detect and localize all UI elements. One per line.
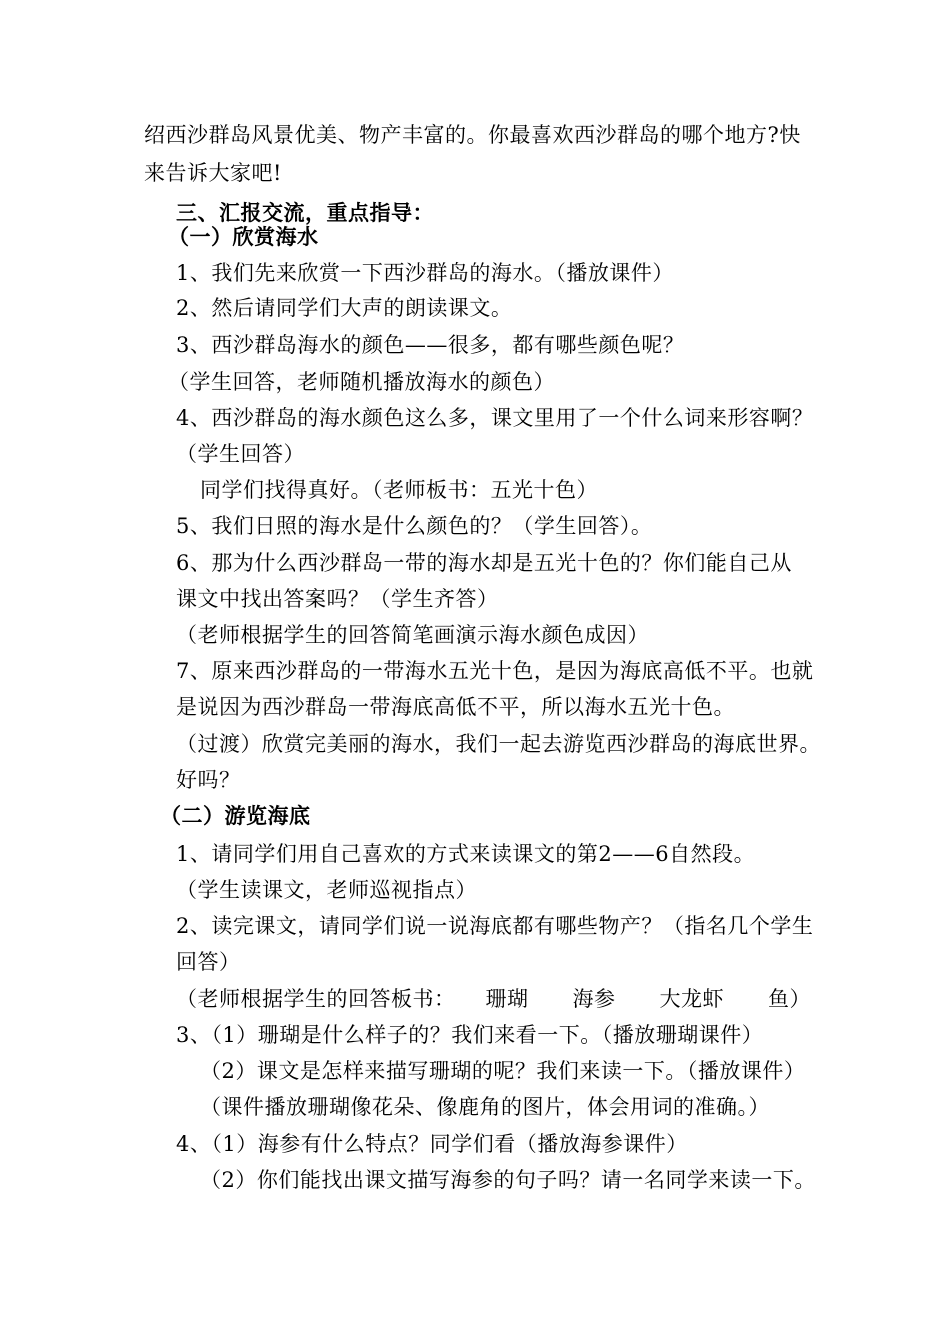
board-notes-line (176, 984, 811, 1014)
paragraph-line: （2）你们能找出课文描写海参的句子吗？请一名同学来读一下。 (200, 1168, 816, 1192)
paragraph-line: （学生读课文，老师巡视指点） (176, 878, 477, 902)
paragraph-line: 6、那为什么西沙群岛一带的海水却是五光十色的？你们能自己从 (176, 551, 792, 575)
paragraph-line: 2、读完课文，请同学们说一说海底都有哪些物产？（指名几个学生 (176, 914, 814, 938)
paragraph-line: 绍西沙群岛风景优美、物产丰富的。你最喜欢西沙群岛的哪个地方?快 (144, 123, 801, 147)
paragraph-line: （过渡）欣赏完美丽的海水，我们一起去游览西沙群岛的海底世界。 (176, 732, 821, 756)
paragraph-line: 课文中找出答案吗？（学生齐答） (176, 587, 499, 611)
paragraph-line: 7、原来西沙群岛的一带海水五光十色，是因为海底高低不平。也就 (176, 659, 814, 683)
subsection-heading: （二）游览海底 (160, 803, 311, 828)
board-notes-label: （老师根据学生的回答板书： (176, 987, 456, 1011)
paragraph-line: 4、（1）海参有什么特点？同学们看（播放海参课件） (176, 1132, 688, 1156)
board-item: 大龙虾 (659, 987, 724, 1011)
paragraph-line: 回答） (176, 950, 241, 974)
board-item: 珊瑚 (485, 987, 529, 1011)
board-item: 鱼） (768, 987, 811, 1011)
paragraph-line: 5、我们日照的海水是什么颜色的？（学生回答）。 (176, 514, 653, 538)
paragraph-line: （课件播放珊瑚像花朵、像鹿角的图片，体会用词的准确。） (200, 1095, 770, 1119)
subsection-heading: （一）欣赏海水 (168, 224, 319, 249)
paragraph-line: 好吗？ (176, 768, 241, 792)
paragraph-line: 同学们找得真好。（老师板书：五光十色） (200, 478, 598, 502)
paragraph-line: （学生回答，老师随机播放海水的颜色） (168, 370, 555, 394)
paragraph-line: 4、西沙群岛的海水颜色这么多，课文里用了一个什么词来形容啊？ (176, 406, 814, 430)
paragraph-line: 1、请同学们用自己喜欢的方式来读课文的第2——6自然段。 (176, 842, 756, 866)
paragraph-line: 3、（1）珊瑚是什么样子的？我们来看一下。（播放珊瑚课件） (176, 1023, 764, 1047)
section-heading: 三、汇报交流，重点指导： (176, 200, 434, 225)
paragraph-line: 1、我们先来欣赏一下西沙群岛的海水。（播放课件） (176, 261, 674, 285)
board-item: 海参 (572, 987, 616, 1011)
paragraph-line: 2、然后请同学们大声的朗读课文。 (176, 296, 513, 320)
paragraph-line: 3、西沙群岛海水的颜色——很多，都有哪些颜色呢？ (176, 333, 685, 357)
paragraph-line: 是说因为西沙群岛一带海底高低不平，所以海水五光十色。 (176, 695, 735, 719)
paragraph-line: （2）课文是怎样来描写珊瑚的呢？我们来读一下。（播放课件） (200, 1059, 806, 1083)
paragraph-line: （学生回答） (176, 442, 305, 466)
paragraph-line: 来告诉大家吧! (144, 161, 282, 185)
paragraph-line: （老师根据学生的回答简笔画演示海水颜色成因） (176, 623, 649, 647)
